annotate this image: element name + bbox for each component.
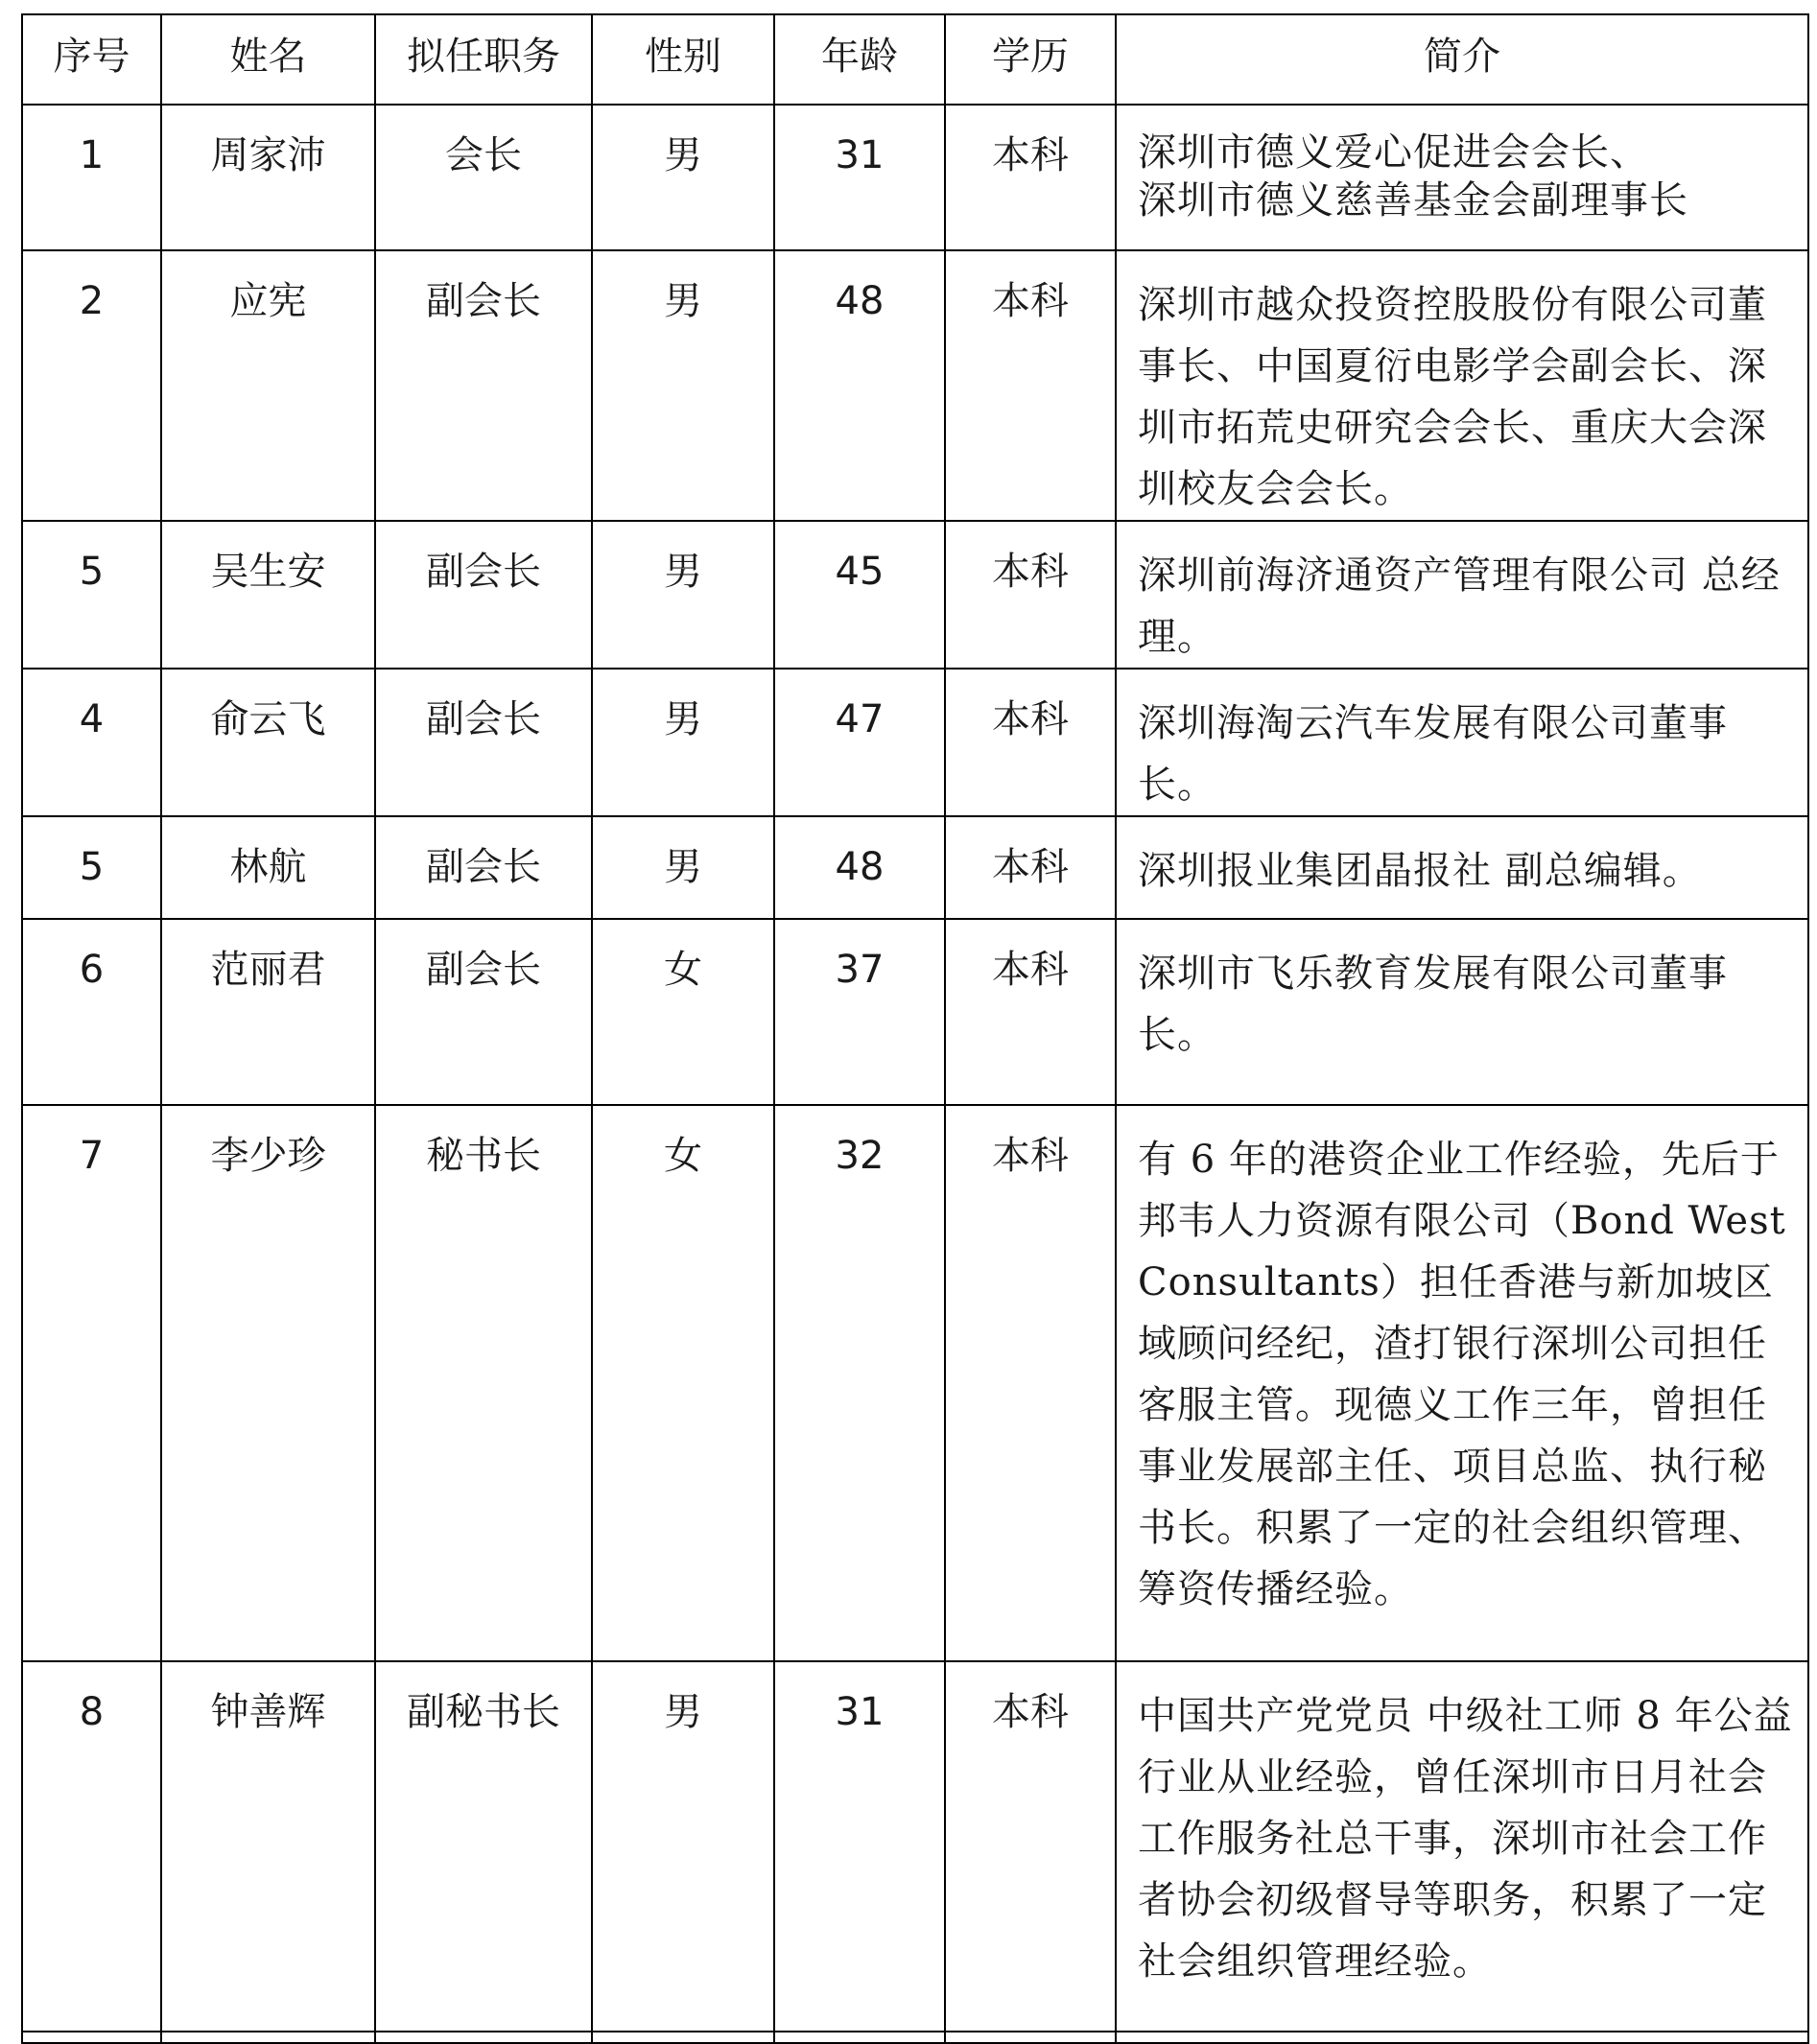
table-row [22,105,1808,250]
cell-education: 本科 [945,669,1116,816]
cell-gender: 男 [592,521,774,669]
cell-age: 48 [774,816,945,919]
cell-gender: 女 [592,919,774,1105]
cell-serial-number: 6 [22,919,161,1105]
empty-cell [945,2032,1116,2043]
cell-position: 副会长 [375,919,592,1105]
cell-serial-number: 8 [22,1661,161,2032]
empty-cell [592,2032,774,2043]
cell-position: 副会长 [375,669,592,816]
cell-introduction: 深圳市越众投资控股股份有限公司董事长、中国夏衍电影学会副会长、深圳市拓荒史研究会会长、重庆大会深圳校友会会长。 [1116,250,1808,521]
cell-name: 应宪 [161,250,375,521]
cell-serial-number: 7 [22,1105,161,1661]
cell-introduction: 有 6 年的港资企业工作经验，先后于邦韦人力资源有限公司（Bond West Consultants）担任香港与新加坡区域顾问经纪，渣打银行深圳公司担任客服主管。现德义工作三年，曾担任事业发展部主任、项目总监、执行秘书长。积累了一定的社会组织管理、筹资传播经验。 [1116,1105,1808,1661]
header-introduction: 简介 [1116,14,1808,105]
cell-position: 副会长 [375,816,592,919]
cell-age: 32 [774,1105,945,1661]
cell-position: 副秘书长 [375,1661,592,2032]
table-header-row [22,14,1808,105]
cell-education: 本科 [945,521,1116,669]
header-gender: 性别 [592,14,774,105]
cell-serial-number: 5 [22,521,161,669]
cell-gender: 女 [592,1105,774,1661]
cell-serial-number: 2 [22,250,161,521]
cell-name: 俞云飞 [161,669,375,816]
cell-introduction: 深圳市德义爱心促进会会长、 深圳市德义慈善基金会副理事长 [1116,105,1808,250]
table-row [22,521,1808,669]
cell-introduction: 深圳海淘云汽车发展有限公司董事长。 [1116,669,1808,816]
cell-name: 吴生安 [161,521,375,669]
header-education: 学历 [945,14,1116,105]
cell-age: 31 [774,105,945,250]
cell-serial-number: 1 [22,105,161,250]
empty-cell [375,2032,592,2043]
cell-position: 会长 [375,105,592,250]
cell-age: 31 [774,1661,945,2032]
cell-name: 范丽君 [161,919,375,1105]
table-row [22,1661,1808,2032]
table-row [22,919,1808,1105]
table-row [22,816,1808,919]
table-row [22,250,1808,521]
cell-gender: 男 [592,250,774,521]
cell-name: 钟善辉 [161,1661,375,2032]
empty-cell [22,2032,161,2043]
cell-name: 周家沛 [161,105,375,250]
cell-introduction: 深圳报业集团晶报社 副总编辑。 [1116,816,1808,919]
cell-position: 副会长 [375,250,592,521]
header-name: 姓名 [161,14,375,105]
cell-introduction: 深圳前海济通资产管理有限公司 总经理。 [1116,521,1808,669]
header-proposed-position: 拟任职务 [375,14,592,105]
cell-gender: 男 [592,1661,774,2032]
table-row [22,1105,1808,1661]
cell-education: 本科 [945,919,1116,1105]
cell-position: 秘书长 [375,1105,592,1661]
cell-introduction: 深圳市飞乐教育发展有限公司董事长。 [1116,919,1808,1105]
board-member-table [21,13,1809,2044]
empty-cell [161,2032,375,2043]
cell-position: 副会长 [375,521,592,669]
table-row [22,669,1808,816]
cell-education: 本科 [945,105,1116,250]
cell-introduction: 中国共产党党员 中级社工师 8 年公益行业从业经验，曾任深圳市日月社会工作服务社总干事，深圳市社会工作者协会初级督导等职务，积累了一定社会组织管理经验。 [1116,1661,1808,2032]
cell-education: 本科 [945,1661,1116,2032]
empty-cell [774,2032,945,2043]
cell-education: 本科 [945,1105,1116,1661]
cell-serial-number: 5 [22,816,161,919]
empty-cell [1116,2032,1808,2043]
cell-age: 48 [774,250,945,521]
cell-name: 李少珍 [161,1105,375,1661]
cell-gender: 男 [592,816,774,919]
cell-education: 本科 [945,816,1116,919]
cell-gender: 男 [592,105,774,250]
header-age: 年龄 [774,14,945,105]
cell-age: 37 [774,919,945,1105]
cell-name: 林航 [161,816,375,919]
cell-serial-number: 4 [22,669,161,816]
header-serial-number: 序号 [22,14,161,105]
cell-age: 45 [774,521,945,669]
cell-gender: 男 [592,669,774,816]
cell-education: 本科 [945,250,1116,521]
cell-age: 47 [774,669,945,816]
table-row-cut-off [22,2032,1808,2043]
